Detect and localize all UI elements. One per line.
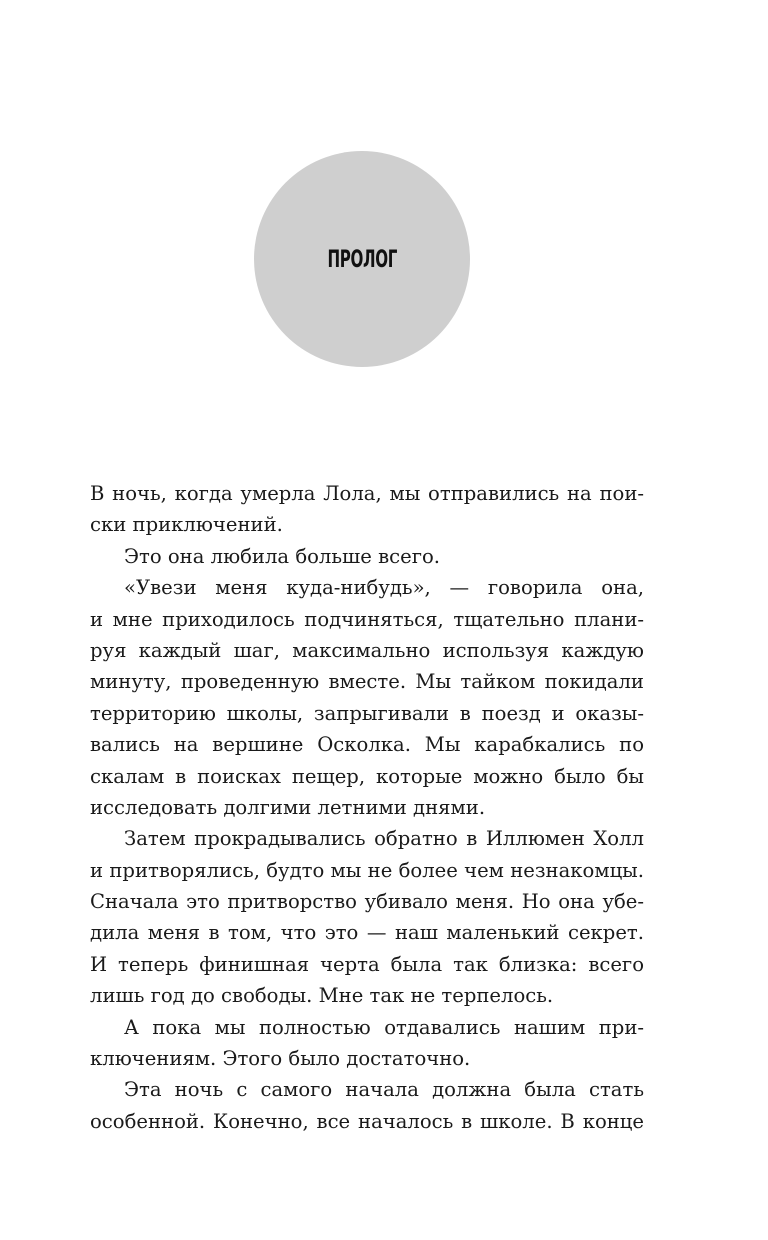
text-line: И теперь финишная черта была так близка: всего [90, 952, 644, 976]
chapter-title: ПРОЛОГ [327, 245, 397, 273]
text-line: скалам в поисках пещер, которые можно было бы [90, 764, 644, 788]
text-line: Это она любила больше всего. [124, 544, 440, 568]
text-line: А пока мы полностью отдавались нашим при- [124, 1015, 644, 1039]
text-line: вались на вершине Осколка. Мы карабкались по [90, 733, 644, 757]
chapter-heading-circle [254, 151, 470, 367]
text-line: Эта ночь с самого начала должна была стать [124, 1078, 644, 1102]
text-line: Сначала это притворство убивало меня. Но она убе- [90, 890, 644, 914]
text-line: и мне приходилось подчиняться, тщательно плани- [90, 607, 644, 631]
text-line: дила меня в том, что это — наш маленький секрет. [90, 921, 644, 945]
text-line: «Увези меня куда-нибудь», — говорила она, [124, 576, 644, 600]
text-line: минуту, проведенную вместе. Мы тайком покидали [90, 670, 644, 694]
text-line: Затем прокрадывались обратно в Иллюмен Холл [124, 827, 644, 851]
text-line: территорию школы, запрыгивали в поезд и оказы- [90, 701, 644, 725]
text-line: исследовать долгими летними днями. [90, 795, 486, 819]
text-line: В ночь, когда умерла Лола, мы отправились на пои- [90, 482, 644, 505]
body-text [90, 478, 644, 1137]
text-line: ключениям. Этого было достаточно. [90, 1047, 471, 1071]
text-line: лишь год до свободы. Мне так не терпелось. [90, 984, 554, 1008]
text-line: особенной. Конечно, все началось в школе. В конце [90, 1109, 644, 1133]
text-line: руя каждый шаг, максимально используя каждую [90, 638, 644, 662]
text-line: ски приключений. [90, 513, 283, 537]
text-line: и притворялись, будто мы не более чем незнакомцы. [90, 858, 644, 882]
